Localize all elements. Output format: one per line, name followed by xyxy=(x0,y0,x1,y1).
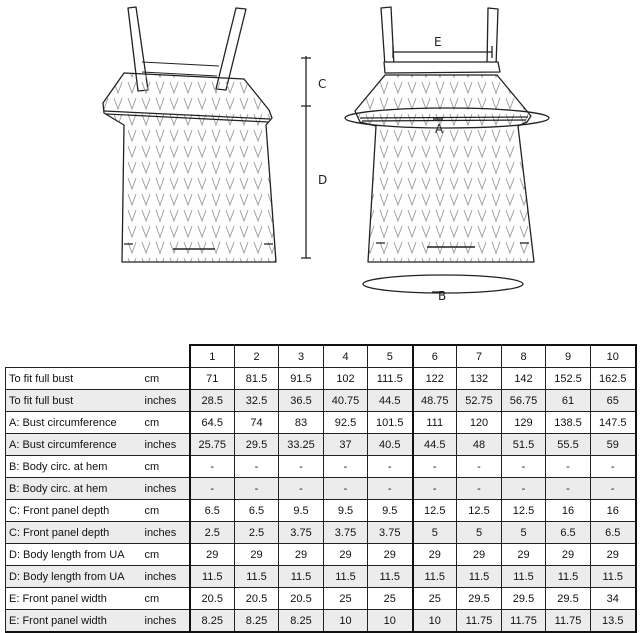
value-cell-size-1: - xyxy=(190,456,235,478)
value-cell-size-7: 29.5 xyxy=(457,588,502,610)
row-label: C: Front panel depth xyxy=(6,522,143,544)
size-header-3: 3 xyxy=(279,345,324,368)
value-cell-size-9: 61 xyxy=(546,390,591,412)
value-cell-size-7: 12.5 xyxy=(457,500,502,522)
value-cell-size-2: 6.5 xyxy=(235,500,279,522)
value-cell-size-3: 36.5 xyxy=(279,390,324,412)
value-cell-size-5: 3.75 xyxy=(368,522,413,544)
value-cell-size-6: 25 xyxy=(413,588,457,610)
row-label: B: Body circ. at hem xyxy=(6,478,143,500)
row-unit: inches xyxy=(143,390,190,412)
value-cell-size-9: 6.5 xyxy=(546,522,591,544)
row-label: A: Bust circumference xyxy=(6,412,143,434)
size-header-6: 6 xyxy=(413,345,457,368)
value-cell-size-4: 29 xyxy=(324,544,368,566)
value-cell-size-2: 20.5 xyxy=(235,588,279,610)
value-cell-size-8: 129 xyxy=(502,412,546,434)
value-cell-size-1: - xyxy=(190,478,235,500)
value-cell-size-3: - xyxy=(279,456,324,478)
value-cell-size-2: 8.25 xyxy=(235,610,279,633)
value-cell-size-8: 11.75 xyxy=(502,610,546,633)
dimension-line-e xyxy=(393,46,492,58)
row-unit: inches xyxy=(143,478,190,500)
value-cell-size-6: 29 xyxy=(413,544,457,566)
value-cell-size-9: 55.5 xyxy=(546,434,591,456)
value-cell-size-8: 29 xyxy=(502,544,546,566)
row-label: A: Bust circumference xyxy=(6,434,143,456)
value-cell-size-9: 152.5 xyxy=(546,368,591,390)
value-cell-size-10: - xyxy=(591,478,636,500)
row-label: E: Front panel width xyxy=(6,610,143,633)
value-cell-size-8: 12.5 xyxy=(502,500,546,522)
value-cell-size-6: 11.5 xyxy=(413,566,457,588)
value-cell-size-9: 29.5 xyxy=(546,588,591,610)
value-cell-size-2: 32.5 xyxy=(235,390,279,412)
value-cell-size-2: 29.5 xyxy=(235,434,279,456)
value-cell-size-7: - xyxy=(457,456,502,478)
value-cell-size-5: 9.5 xyxy=(368,500,413,522)
value-cell-size-3: 33.25 xyxy=(279,434,324,456)
value-cell-size-3: 11.5 xyxy=(279,566,324,588)
row-unit: cm xyxy=(143,588,190,610)
dimension-lines-c-d xyxy=(301,56,311,258)
value-cell-size-7: 5 xyxy=(457,522,502,544)
value-cell-size-9: 16 xyxy=(546,500,591,522)
value-cell-size-4: - xyxy=(324,478,368,500)
row-unit: cm xyxy=(143,368,190,390)
table-row xyxy=(6,610,636,633)
value-cell-size-4: 40.75 xyxy=(324,390,368,412)
row-label: D: Body length from UA xyxy=(6,544,143,566)
size-header-row xyxy=(6,345,636,368)
value-cell-size-10: 65 xyxy=(591,390,636,412)
value-cell-size-5: 10 xyxy=(368,610,413,633)
value-cell-size-9: - xyxy=(546,456,591,478)
value-cell-size-3: 9.5 xyxy=(279,500,324,522)
value-cell-size-4: 10 xyxy=(324,610,368,633)
value-cell-size-7: 11.5 xyxy=(457,566,502,588)
value-cell-size-1: 8.25 xyxy=(190,610,235,633)
size-chart-body xyxy=(6,368,636,633)
value-cell-size-1: 2.5 xyxy=(190,522,235,544)
table-row xyxy=(6,456,636,478)
row-label: D: Body length from UA xyxy=(6,566,143,588)
size-header-4: 4 xyxy=(324,345,368,368)
value-cell-size-7: 52.75 xyxy=(457,390,502,412)
value-cell-size-10: 162.5 xyxy=(591,368,636,390)
value-cell-size-9: - xyxy=(546,478,591,500)
size-header-7: 7 xyxy=(457,345,502,368)
row-unit: inches xyxy=(143,522,190,544)
value-cell-size-4: - xyxy=(324,456,368,478)
value-cell-size-6: 10 xyxy=(413,610,457,633)
value-cell-size-5: 44.5 xyxy=(368,390,413,412)
table-row xyxy=(6,412,636,434)
row-unit: inches xyxy=(143,610,190,633)
value-cell-size-1: 64.5 xyxy=(190,412,235,434)
value-cell-size-3: 8.25 xyxy=(279,610,324,633)
value-cell-size-7: 48 xyxy=(457,434,502,456)
row-unit: cm xyxy=(143,456,190,478)
row-label: E: Front panel width xyxy=(6,588,143,610)
value-cell-size-3: 29 xyxy=(279,544,324,566)
table-row xyxy=(6,500,636,522)
value-cell-size-4: 9.5 xyxy=(324,500,368,522)
table-row xyxy=(6,368,636,390)
table-row xyxy=(6,566,636,588)
size-header-2: 2 xyxy=(235,345,279,368)
table-row xyxy=(6,544,636,566)
value-cell-size-3: 83 xyxy=(279,412,324,434)
value-cell-size-4: 102 xyxy=(324,368,368,390)
value-cell-size-6: - xyxy=(413,456,457,478)
row-label: To fit full bust xyxy=(6,368,143,390)
label-d: D xyxy=(318,173,328,187)
size-header-5: 5 xyxy=(368,345,413,368)
value-cell-size-1: 20.5 xyxy=(190,588,235,610)
value-cell-size-5: 40.5 xyxy=(368,434,413,456)
table-row xyxy=(6,434,636,456)
row-label: C: Front panel depth xyxy=(6,500,143,522)
table-row xyxy=(6,522,636,544)
value-cell-size-10: 16 xyxy=(591,500,636,522)
value-cell-size-3: 91.5 xyxy=(279,368,324,390)
value-cell-size-4: 25 xyxy=(324,588,368,610)
value-cell-size-8: 51.5 xyxy=(502,434,546,456)
value-cell-size-7: 132 xyxy=(457,368,502,390)
value-cell-size-2: 11.5 xyxy=(235,566,279,588)
value-cell-size-6: 12.5 xyxy=(413,500,457,522)
value-cell-size-1: 29 xyxy=(190,544,235,566)
label-b: B xyxy=(438,289,447,303)
back-view-drawing xyxy=(355,7,534,262)
value-cell-size-5: - xyxy=(368,456,413,478)
value-cell-size-9: 29 xyxy=(546,544,591,566)
value-cell-size-10: 34 xyxy=(591,588,636,610)
size-chart-table xyxy=(5,344,637,633)
value-cell-size-7: 120 xyxy=(457,412,502,434)
size-header-9: 9 xyxy=(546,345,591,368)
size-header-8: 8 xyxy=(502,345,546,368)
value-cell-size-7: - xyxy=(457,478,502,500)
value-cell-size-10: 13.5 xyxy=(591,610,636,633)
front-view-drawing xyxy=(103,7,276,262)
label-a: A xyxy=(435,122,444,136)
table-row xyxy=(6,390,636,412)
row-unit: cm xyxy=(143,500,190,522)
size-header-1: 1 xyxy=(190,345,235,368)
value-cell-size-2: - xyxy=(235,478,279,500)
value-cell-size-8: 142 xyxy=(502,368,546,390)
value-cell-size-8: 11.5 xyxy=(502,566,546,588)
value-cell-size-4: 3.75 xyxy=(324,522,368,544)
value-cell-size-8: - xyxy=(502,456,546,478)
label-c: C xyxy=(318,77,327,91)
value-cell-size-1: 71 xyxy=(190,368,235,390)
value-cell-size-5: 25 xyxy=(368,588,413,610)
value-cell-size-2: 2.5 xyxy=(235,522,279,544)
row-label: B: Body circ. at hem xyxy=(6,456,143,478)
value-cell-size-6: 44.5 xyxy=(413,434,457,456)
value-cell-size-6: 48.75 xyxy=(413,390,457,412)
value-cell-size-3: 20.5 xyxy=(279,588,324,610)
value-cell-size-2: 74 xyxy=(235,412,279,434)
value-cell-size-7: 11.75 xyxy=(457,610,502,633)
row-label: To fit full bust xyxy=(6,390,143,412)
row-unit: cm xyxy=(143,544,190,566)
row-unit: cm xyxy=(143,412,190,434)
value-cell-size-9: 11.5 xyxy=(546,566,591,588)
value-cell-size-1: 6.5 xyxy=(190,500,235,522)
value-cell-size-8: 29.5 xyxy=(502,588,546,610)
size-header-10: 10 xyxy=(591,345,636,368)
value-cell-size-8: - xyxy=(502,478,546,500)
value-cell-size-6: 5 xyxy=(413,522,457,544)
value-cell-size-6: 111 xyxy=(413,412,457,434)
value-cell-size-1: 28.5 xyxy=(190,390,235,412)
value-cell-size-2: - xyxy=(235,456,279,478)
value-cell-size-5: 29 xyxy=(368,544,413,566)
value-cell-size-1: 11.5 xyxy=(190,566,235,588)
row-unit: inches xyxy=(143,434,190,456)
value-cell-size-8: 56.75 xyxy=(502,390,546,412)
value-cell-size-5: 101.5 xyxy=(368,412,413,434)
value-cell-size-8: 5 xyxy=(502,522,546,544)
label-e: E xyxy=(434,35,442,49)
value-cell-size-6: 122 xyxy=(413,368,457,390)
value-cell-size-3: 3.75 xyxy=(279,522,324,544)
row-unit: inches xyxy=(143,566,190,588)
value-cell-size-2: 81.5 xyxy=(235,368,279,390)
value-cell-size-10: 59 xyxy=(591,434,636,456)
value-cell-size-2: 29 xyxy=(235,544,279,566)
value-cell-size-10: 147.5 xyxy=(591,412,636,434)
header-blank-cell xyxy=(6,345,190,368)
value-cell-size-3: - xyxy=(279,478,324,500)
value-cell-size-10: - xyxy=(591,456,636,478)
value-cell-size-9: 138.5 xyxy=(546,412,591,434)
value-cell-size-5: 111.5 xyxy=(368,368,413,390)
value-cell-size-10: 6.5 xyxy=(591,522,636,544)
table-row xyxy=(6,478,636,500)
value-cell-size-7: 29 xyxy=(457,544,502,566)
value-cell-size-5: - xyxy=(368,478,413,500)
value-cell-size-10: 11.5 xyxy=(591,566,636,588)
table-row xyxy=(6,588,636,610)
value-cell-size-4: 37 xyxy=(324,434,368,456)
value-cell-size-6: - xyxy=(413,478,457,500)
value-cell-size-4: 92.5 xyxy=(324,412,368,434)
value-cell-size-4: 11.5 xyxy=(324,566,368,588)
value-cell-size-9: 11.75 xyxy=(546,610,591,633)
value-cell-size-1: 25.75 xyxy=(190,434,235,456)
value-cell-size-10: 29 xyxy=(591,544,636,566)
value-cell-size-5: 11.5 xyxy=(368,566,413,588)
